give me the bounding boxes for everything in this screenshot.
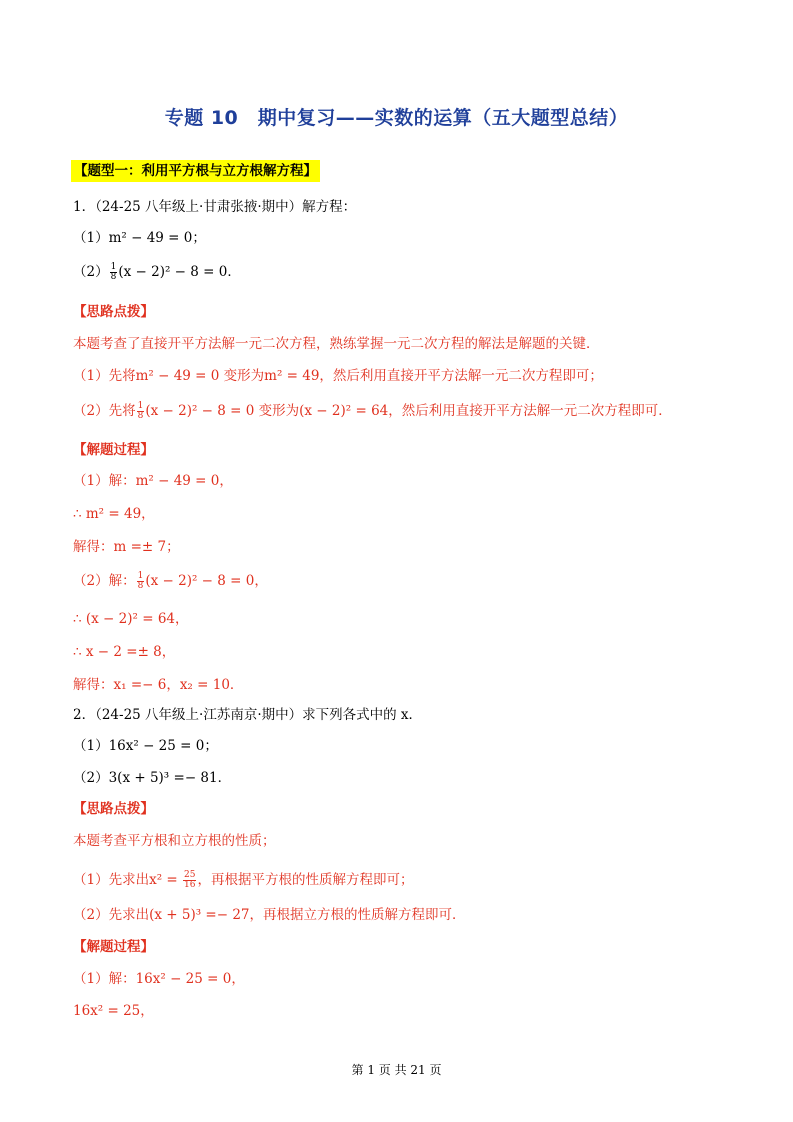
solution-1-line-3: 解得：m =± 7；	[73, 539, 180, 555]
fraction-one-eighth	[137, 572, 145, 591]
hint-text-2: 本题考查平方根和立方根的性质；	[73, 833, 276, 849]
frac-denominator: 8	[137, 411, 144, 421]
frac-denominator: 16	[184, 880, 196, 890]
hint-1-part-2	[73, 402, 672, 421]
q1-p2-prefix: （2）	[73, 264, 109, 280]
q1-p2-rest: (x − 2)² − 8 = 0．	[118, 264, 241, 280]
hint2-rest: (x − 2)² − 8 = 0 变形为(x − 2)² = 64，然后利用直接开平方法解一元二次方程即可．	[145, 403, 672, 419]
question-2-stem: 2．（24-25 八年级上·江苏南京·期中）求下列各式中的 x．	[73, 707, 423, 723]
hint-label-2: 【思路点拨】	[73, 801, 154, 817]
solution-1-line-6: ∴ x − 2 =± 8，	[73, 644, 176, 660]
frac-numerator: 25	[184, 870, 196, 880]
frac-denominator: 8	[110, 272, 117, 282]
frac-denominator: 8	[137, 581, 144, 591]
hint2-prefix: （2）先将	[73, 403, 136, 419]
solution-label-2: 【解题过程】	[73, 939, 154, 955]
frac-numerator: 1	[137, 401, 144, 411]
question-1-part-2	[73, 263, 241, 282]
section-label-type1: 【题型一：利用平方根与立方根解方程】	[71, 160, 320, 182]
solution-1-line-4	[73, 572, 268, 591]
solution-label-1: 【解题过程】	[73, 442, 154, 458]
s4-prefix: （2）解：	[73, 573, 136, 589]
hint-2-part-2: （2）先求出(x + 5)³ =− 27，再根据立方根的性质解方程即可．	[73, 907, 466, 923]
hint-1-part-1: （1）先将m² − 49 = 0 变形为m² = 49，然后利用直接开平方法解一元二次方程即可；	[73, 368, 603, 384]
solution-1-line-7: 解得：x₁ =− 6，x₂ = 10．	[73, 677, 244, 693]
question-2-part-2: （2）3(x + 5)³ =− 81．	[73, 770, 232, 786]
q2-hint1-prefix: （1）先求出x² =	[73, 872, 183, 888]
frac-numerator: 1	[110, 262, 117, 272]
s4-rest: (x − 2)² − 8 = 0，	[145, 573, 268, 589]
fraction-25-16	[183, 871, 196, 890]
solution-2-line-1: （1）解：16x² − 25 = 0，	[73, 971, 245, 987]
fraction-one-eighth	[137, 402, 145, 421]
question-2-part-1: （1）16x² − 25 = 0；	[73, 738, 218, 754]
solution-1-line-2: ∴ m² = 49，	[73, 506, 155, 522]
q2-hint1-rest: ，再根据平方根的性质解方程即可；	[197, 872, 414, 888]
question-1-part-1: （1）m² − 49 = 0；	[73, 230, 206, 246]
hint-2-part-1	[73, 871, 413, 890]
page-title: 专题 10 期中复习——实数的运算（五大题型总结）	[164, 107, 629, 129]
solution-2-line-2: 16x² = 25，	[73, 1003, 154, 1019]
frac-numerator: 1	[137, 571, 144, 581]
solution-1-line-1: （1）解：m² − 49 = 0，	[73, 473, 233, 489]
question-1-stem: 1．（24-25 八年级上·甘肃张掖·期中）解方程：	[73, 199, 357, 215]
hint-text-1: 本题考查了直接开平方法解一元二次方程，熟练掌握一元二次方程的解法是解题的关键．	[73, 336, 600, 352]
solution-1-line-5: ∴ (x − 2)² = 64，	[73, 611, 189, 627]
hint-label-1: 【思路点拨】	[73, 304, 154, 320]
page-footer: 第 1 页 共 21 页	[351, 1063, 442, 1077]
fraction-one-eighth	[110, 263, 118, 282]
